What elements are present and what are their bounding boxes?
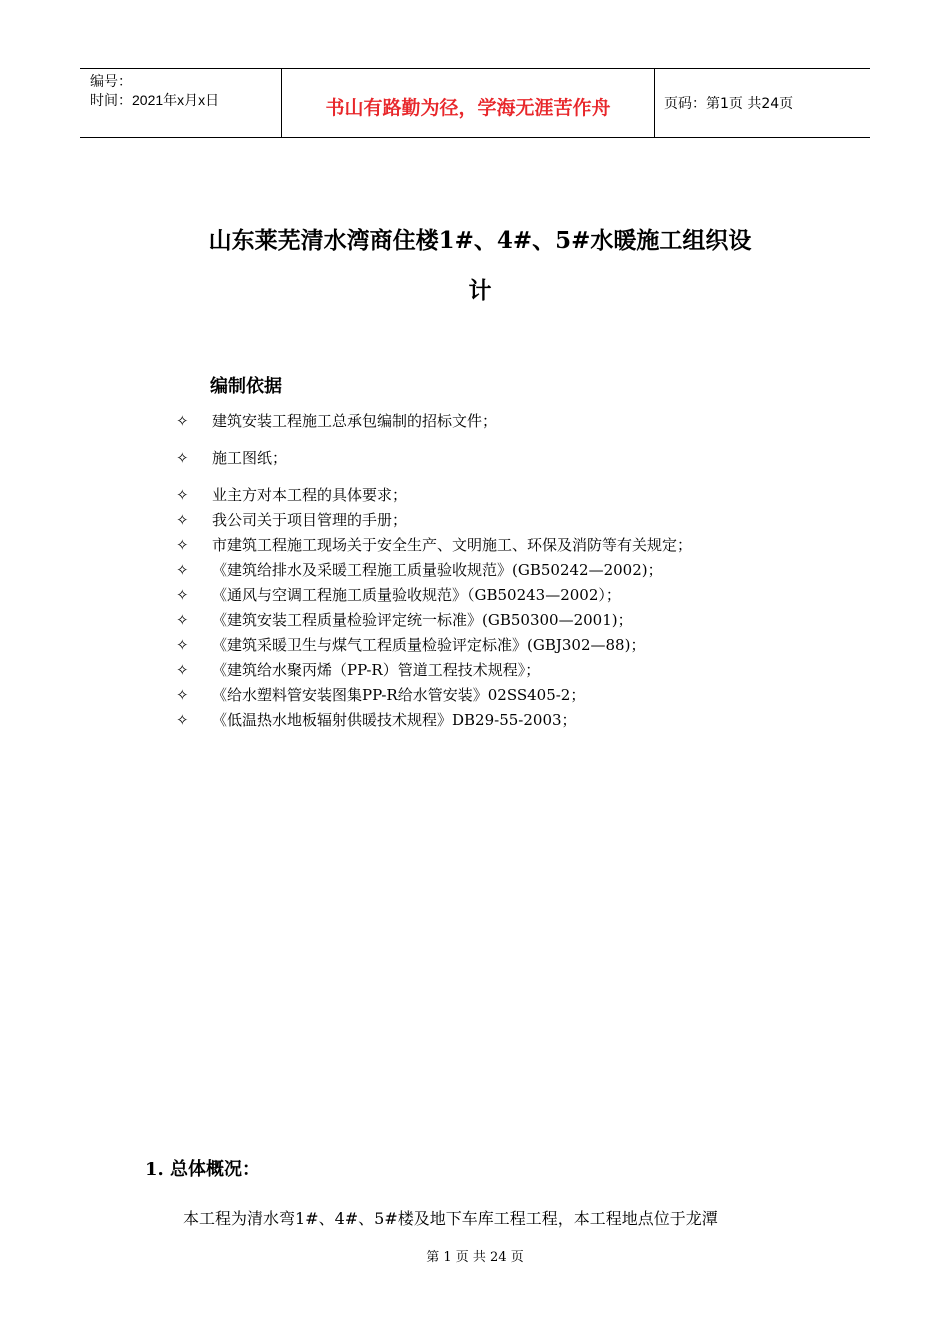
basis-heading: 编制依据 — [210, 376, 282, 397]
star-bullet-icon: ✧ — [176, 486, 189, 504]
list-item — [176, 684, 585, 705]
star-bullet-icon: ✧ — [176, 561, 189, 579]
list-item — [176, 709, 577, 730]
star-bullet-icon: ✧ — [176, 661, 189, 679]
page-footer: 第 1 页 共 24 页 — [426, 1250, 524, 1265]
list-item-text: 业主方对本工程的具体要求； — [212, 486, 408, 504]
section-heading: 1. 总体概况： — [145, 1159, 261, 1180]
list-item-text: 《通风与空调工程施工质量验收规范》（GB50243—2002）； — [212, 586, 621, 604]
list-item-text: 《建筑采暖卫生与煤气工程质量检验评定标准》(GBJ302—88)； — [212, 636, 646, 654]
header-left-cell — [80, 69, 280, 137]
list-item — [176, 410, 497, 431]
star-bullet-icon: ✧ — [176, 536, 189, 554]
star-bullet-icon: ✧ — [176, 449, 189, 467]
list-item — [176, 609, 633, 630]
document-time: 时间：2021年x月x日 — [90, 92, 220, 108]
header-right-cell — [654, 69, 870, 137]
header-center-cell — [281, 69, 655, 137]
list-item — [176, 634, 645, 655]
star-bullet-icon: ✧ — [176, 636, 189, 654]
list-item-text: 《给水塑料管安装图集PP-R给水管安装》02SS405-2； — [212, 686, 586, 704]
list-item-text: 《建筑给水聚丙烯（PP-R）管道工程技术规程》； — [212, 661, 541, 679]
list-item-text: 《建筑给排水及采暖工程施工质量验收规范》(GB50242—2002)； — [212, 561, 663, 579]
list-item — [176, 659, 540, 680]
list-item — [176, 484, 407, 505]
list-item — [176, 559, 663, 580]
list-item-text: 《低温热水地板辐射供暖技术规程》DB29-55-2003； — [212, 711, 577, 729]
star-bullet-icon: ✧ — [176, 511, 189, 529]
header-table — [80, 68, 870, 138]
document-title-line2: 计 — [468, 277, 492, 304]
header-page-number: 页码：第1页 共24页 — [664, 96, 794, 112]
list-item — [176, 584, 621, 605]
list-item-text: 《建筑安装工程质量检验评定统一标准》(GB50300—2001)； — [212, 611, 633, 629]
list-item — [176, 447, 287, 468]
star-bullet-icon: ✧ — [176, 611, 189, 629]
list-item-text: 建筑安装工程施工总承包编制的招标文件； — [212, 412, 498, 430]
list-item-text: 施工图纸； — [212, 449, 288, 467]
document-number: 编号： — [90, 73, 132, 89]
star-bullet-icon: ✧ — [176, 686, 189, 704]
list-item — [176, 509, 407, 530]
section-paragraph: 本工程为清水弯1#、4#、5#楼及地下车库工程工程，本工程地点位于龙潭 — [183, 1209, 718, 1228]
star-bullet-icon: ✧ — [176, 412, 189, 430]
header-motto: 书山有路勤为径，学海无涯苦作舟 — [325, 97, 611, 119]
list-item-text: 我公司关于项目管理的手册； — [212, 511, 408, 529]
star-bullet-icon: ✧ — [176, 586, 189, 604]
list-item — [176, 534, 692, 555]
star-bullet-icon: ✧ — [176, 711, 189, 729]
list-item-text: 市建筑工程施工现场关于安全生产、文明施工、环保及消防等有关规定； — [212, 536, 693, 554]
document-title-line1: 山东莱芜清水湾商住楼1#、4#、5#水暖施工组织设 — [208, 227, 752, 254]
